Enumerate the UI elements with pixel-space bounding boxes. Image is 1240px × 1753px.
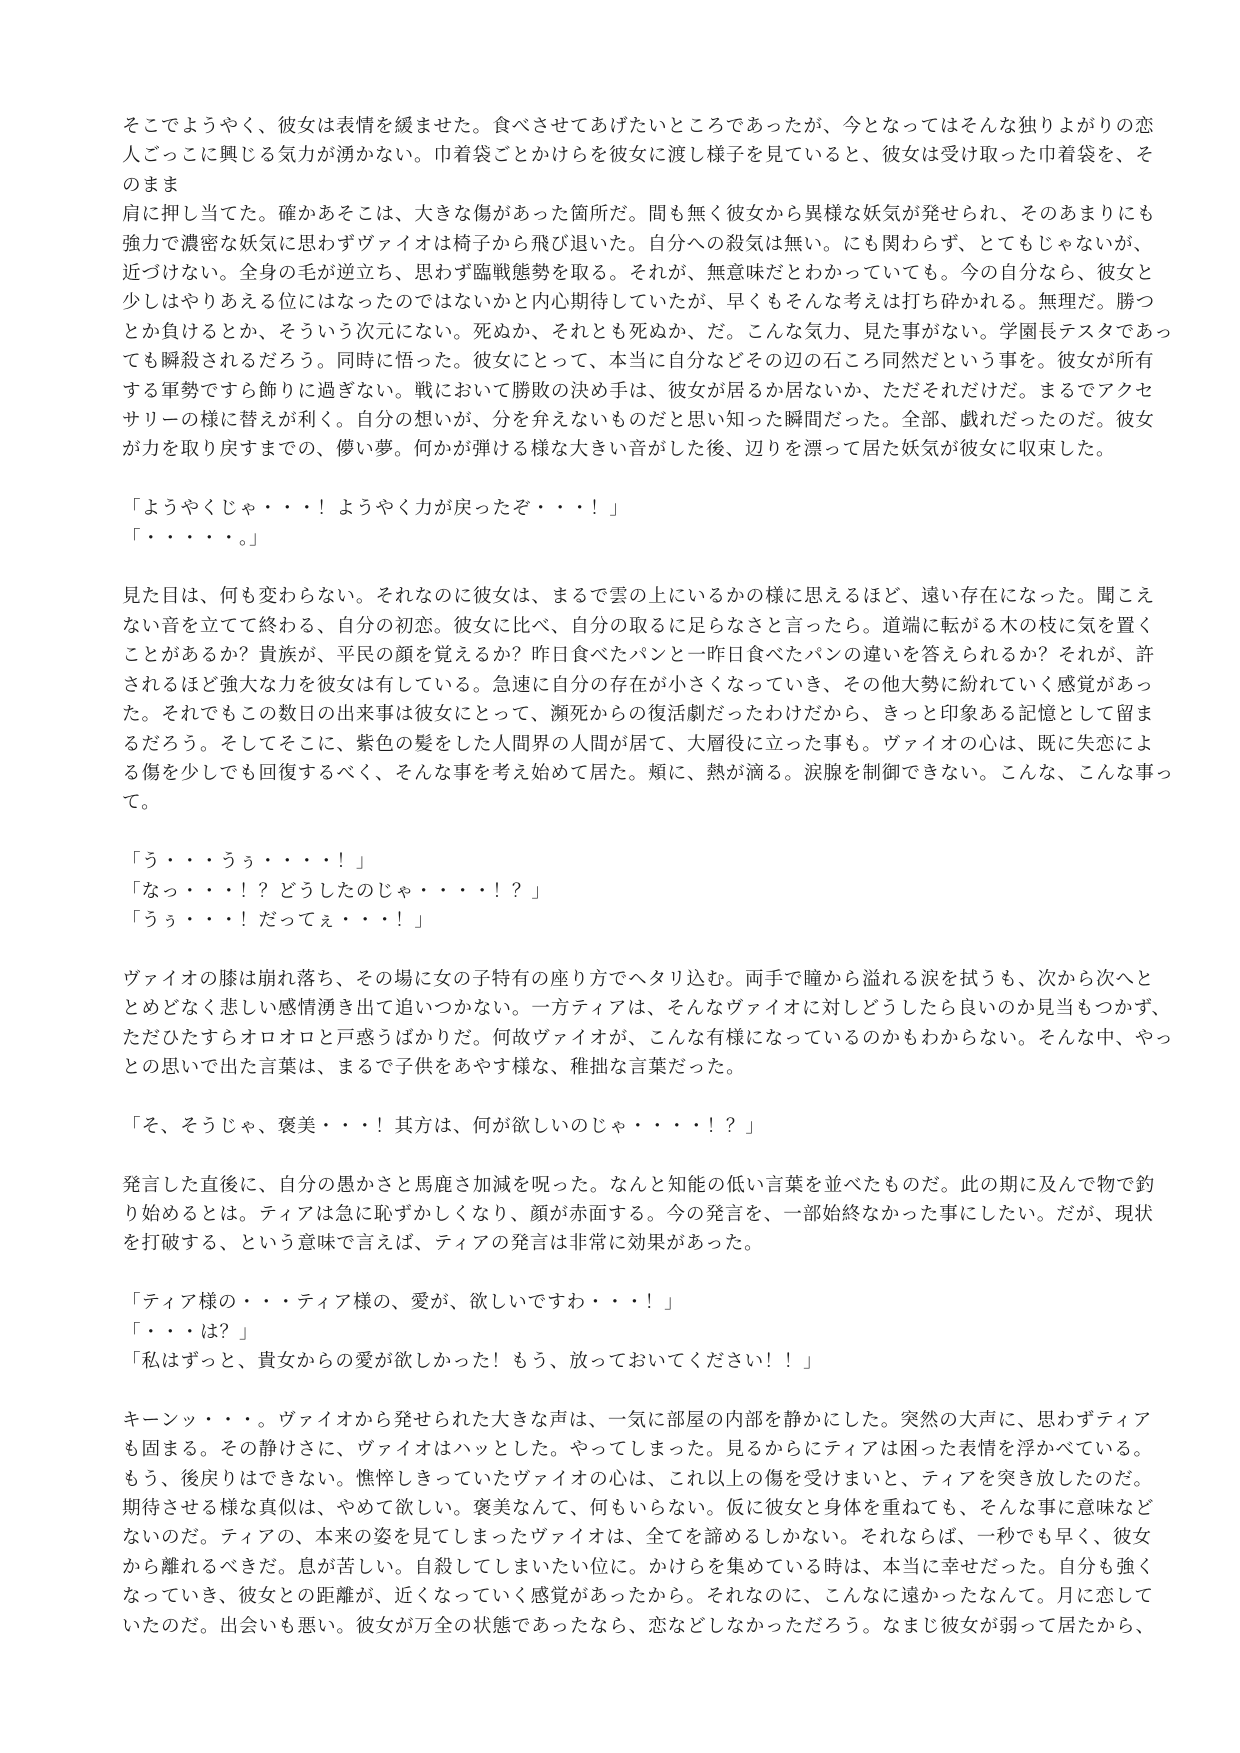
text-line: ことがあるか？貴族が、平民の顔を覚えるか？昨日食べたパンと一昨日食べたパンの違いを答えられるか？それが、許 [122, 645, 1156, 667]
paragraph-gap [122, 1082, 1132, 1111]
paragraph-3 [122, 965, 1174, 1083]
text-line: が力を取り戻すまでの、儚い夢。何かが弾ける様な大きい音がした後、辺りを漂って居た妖気が彼女に収束した。 [122, 439, 1116, 461]
text-line: も固まる。その静けさに、ヴァイオはハッとした。やってしまった。見るからにティアは困った表情を浮かべている。 [122, 1439, 1153, 1461]
text-line: 強力で濃密な妖気に思わずヴァイオは椅子から飛び退いた。自分への殺気は無い。にも関わらず、とてもじゃないが、 [122, 233, 1153, 255]
text-line: 発言した直後に、自分の愚かさと馬鹿さ加減を呪った。なんと知能の低い言葉を並べたものだ。此の期に及んで物で釣 [122, 1174, 1156, 1196]
dialogue-line: 「なっ・・・！？どうしたのじゃ・・・・！？」 [122, 880, 551, 902]
dialogue-1 [122, 494, 1132, 553]
dialogue-line: 「う・・・うぅ・・・・！」 [122, 851, 376, 873]
text-line: キーンッ・・・。ヴァイオから発せられた大きな声は、一気に部屋の内部を静かにした。突然の大声に、思わずティア [122, 1409, 1153, 1431]
dialogue-3 [122, 1112, 1132, 1141]
text-line: ヴァイオの膝は崩れ落ち、その場に女の子特有の座り方でヘタリ込む。両手で瞳から溢れる涙を拭うも、次から次へと [122, 968, 1155, 990]
text-line: そこでようやく、彼女は表情を緩ませた。食べさせてあげたいところであったが、今となってはそんな独りよがりの恋 [122, 116, 1155, 137]
text-line: とめどなく悲しい感情湧き出て追いつかない。一方ティアは、そんなヴァイオに対しどうしたら良いのか見当もつかず、 [122, 998, 1171, 1020]
text-line: との思いで出た言葉は、まるで子供をあやす様な、稚拙な言葉だった。 [122, 1056, 746, 1078]
dialogue-line: 「私はずっと、貴女からの愛が欲しかった！もう、放っておいてください！！」 [122, 1350, 823, 1372]
dialogue-2 [122, 847, 1132, 935]
text-line: て。 [122, 792, 161, 814]
dialogue-line: 「・・・・・。」 [122, 527, 269, 549]
text-line: 人ごっこに興じる気力が湧かない。巾着袋ごとかけらを彼女に渡し様子を見ていると、彼女は受け取った巾着袋を、そ [122, 145, 1155, 167]
paragraph-gap [122, 818, 1132, 847]
text-line: を打破する、という意味で言えば、ティアの発言は非常に効果があった。 [122, 1233, 764, 1255]
paragraph-2 [122, 582, 1175, 817]
text-line: 期待させる様な真似は、やめて欲しい。褒美なんて、何もいらない。仮に彼女と身体を重ねても、そんな事に意味など [122, 1497, 1155, 1519]
paragraph-1 [122, 112, 1174, 465]
text-line: 見た目は、何も変わらない。それなのに彼女は、まるで雲の上にいるかの様に思えるほど、遠い存在になった。聞こえ [122, 586, 1155, 608]
text-line: されるほど強大な力を彼女は有している。急速に自分の存在が小さくなっていき、その他大勢に紛れていく感覚があっ [122, 674, 1155, 696]
text-line: いたのだ。出会いも悪い。彼女が万全の状態であったなら、恋などしなかっただろう。なまじ彼女が弱って居たから、 [122, 1615, 1155, 1637]
text-line: ただひたすらオロオロと戸惑うばかりだ。何故ヴァイオが、こんな有様になっているのかもわからない。そんな中、やっ [122, 1027, 1174, 1049]
text-line: る傷を少しでも回復するべく、そんな事を考え始めて居た。頬に、熱が滴る。涙腺を制御できない。こんな、こんな事っ [122, 762, 1175, 784]
dialogue-line: 「ティア様の・・・ティア様の、愛が、欲しいですわ・・・！」 [122, 1292, 684, 1314]
text-line: のまま [122, 174, 181, 196]
paragraph-gap [122, 1259, 1132, 1288]
dialogue-4 [122, 1288, 1132, 1376]
dialogue-line: 「ようやくじゃ・・・！ようやく力が戻ったぞ・・・！」 [122, 498, 629, 520]
text-line: 少しはやりあえる位にはなったのではないかと内心期待していたが、早くもそんな考えは打ち砕かれる。無理だ。勝つ [122, 292, 1156, 314]
paragraph-gap [122, 935, 1132, 964]
text-line: ない音を立てて終わる、自分の初恋。彼女に比べ、自分の取るに足らなさと言ったら。道端に転がる木の枝に気を置く [122, 615, 1156, 637]
text-line: なっていき、彼女との距離が、近くなっていく感覚があったから。それなのに、こんなに遠かったなんて。月に恋して [122, 1586, 1154, 1608]
text-line: とか負けるとか、そういう次元にない。死ぬか、それとも死ぬか、だ。こんな気力、見た事がない。学園長テスタであっ [122, 321, 1174, 343]
text-line: るだろう。そしてそこに、紫色の髪をした人間界の人間が居て、大層役に立った事も。ヴァイオの心は、既に失恋によ [122, 733, 1155, 755]
text-line: から離れるべきだ。息が苦しい。自殺してしまいたい位に。かけらを集めている時は、本当に幸せだった。自分も強く [122, 1556, 1156, 1578]
paragraph-gap [122, 465, 1132, 494]
paragraph-gap [122, 1141, 1132, 1170]
text-line: もう、後戻りはできない。憔悴しきっていたヴァイオの心は、これ以上の傷を受けまいと、ティアを突き放したのだ。 [122, 1468, 1153, 1490]
text-line: ないのだ。ティアの、本来の姿を見てしまったヴァイオは、全てを諦めるしかない。それならば、一秒でも早く、彼女 [122, 1527, 1152, 1549]
paragraph-gap [122, 553, 1132, 582]
paragraph-5 [122, 1406, 1156, 1641]
paragraph-gap [122, 1376, 1132, 1405]
dialogue-line: 「うぅ・・・！だってぇ・・・！」 [122, 909, 434, 931]
dialogue-line: 「そ、そうじゃ、褒美・・・！其方は、何が欲しいのじゃ・・・・！？」 [122, 1115, 765, 1137]
text-line: り始めるとは。ティアは急に恥ずかしくなり、顔が赤面する。今の発言を、一部始終なかった事にしたい。だが、現状 [122, 1203, 1154, 1225]
dialogue-line: 「・・・は？」 [122, 1321, 259, 1343]
text-line: サリーの様に替えが利く。自分の想いが、分を弁えないものだと思い知った瞬間だった。全部、戯れだったのだ。彼女 [122, 410, 1155, 432]
text-line: 近づけない。全身の毛が逆立ち、思わず臨戦態勢を取る。それが、無意味だとわかっていても。今の自分なら、彼女と [122, 263, 1156, 285]
paragraph-4 [122, 1171, 1156, 1259]
text-line: する軍勢ですら飾りに過ぎない。戦において勝敗の決め手は、彼女が居るか居ないか、ただそれだけだ。まるでアクセ [122, 380, 1155, 402]
text-line: た。それでもこの数日の出来事は彼女にとって、瀕死からの復活劇だったわけだから、きっと印象ある記憶として留ま [122, 704, 1155, 726]
text-line: 肩に押し当てた。確かあそこは、大きな傷があった箇所だ。間も無く彼女から異様な妖気が発せられ、そのあまりにも [122, 204, 1157, 226]
document-page [122, 112, 1175, 1641]
text-line: ても瞬殺されるだろう。同時に悟った。彼女にとって、本当に自分などその辺の石ころ同然だという事を。彼女が所有 [122, 351, 1155, 373]
